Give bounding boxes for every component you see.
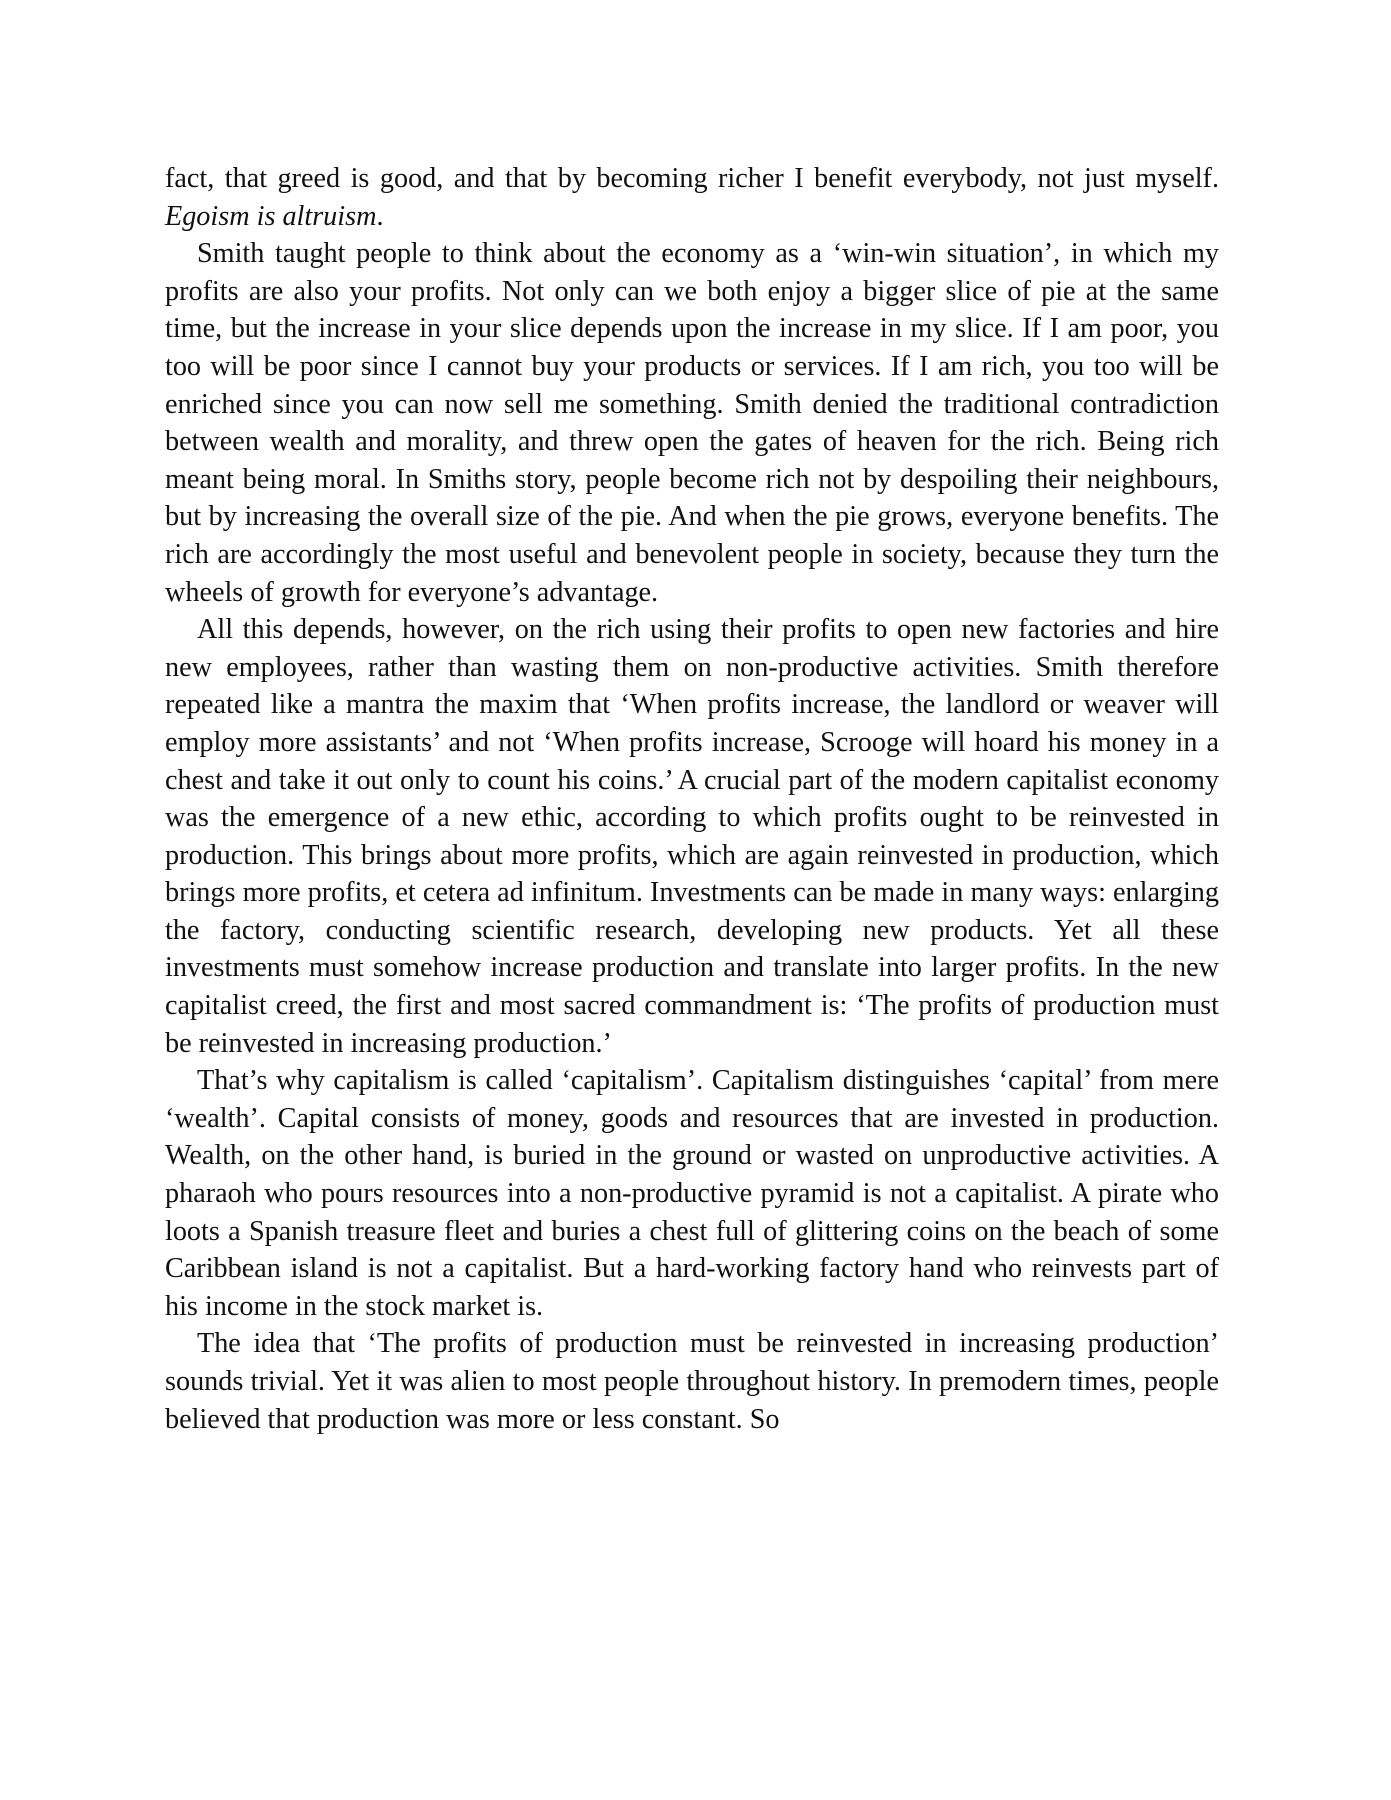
paragraph-1-tail: . (376, 200, 384, 232)
paragraph-1-emphasis: Egoism is altruism (165, 200, 377, 232)
page-body (165, 160, 1219, 1438)
paragraph-1 (165, 160, 1219, 235)
paragraph-5: The idea that ‘The profits of production must be reinvested in increasing production’ sounds trivial. Yet it was alien to most people throughout history. In premodern times, people believed that production was more or less constant. So (165, 1328, 1219, 1435)
paragraph-4: That’s why capitalism is called ‘capitalism’. Capitalism distinguishes ‘capital’ from mere ‘wealth’. Capital consists of money, goods and resources that are invested in production. Wealth, on the other hand, is buried in the ground or wasted on unproductive activities. A pharaoh who pours resources into a non-productive pyramid is not a capitalist. A pirate who loots a Spanish treasure fleet and buries a chest full of glittering coins on the beach of some Caribbean island is not a capitalist. But a hard-working factory hand who reinvests part of his income in the stock market is. (165, 1065, 1219, 1322)
paragraph-3: All this depends, however, on the rich using their profits to open new factories and hire new employees, rather than wasting them on non-productive activities. Smith therefore repeated like a mantra the maxim that ‘When profits increase, the landlord or weaver will employ more assistants’ and not ‘When profits increase, Scrooge will hoard his money in a chest and take it out only to count his coins.’ A crucial part of the modern capitalist economy was the emergence of a new ethic, according to which profits ought to be reinvested in production. This brings about more profits, which are again reinvested in production, which brings more profits, et cetera ad infinitum. Investments can be made in many ways: enlarging the factory, conducting scientific research, developing new products. Yet all these investments must somehow increase production and translate into larger profits. In the new capitalist creed, the first and most sacred commandment is: ‘The profits of production must be reinvested in increasing production.’ (165, 614, 1219, 1059)
paragraph-2: Smith taught people to think about the economy as a ‘win-win situation’, in which my profits are also your profits. Not only can we both enjoy a bigger slice of pie at the same time, but the increase in your slice depends upon the increase in my slice. If I am poor, you too will be poor since I cannot buy your products or services. If I am rich, you too will be enriched since you can now sell me something. Smith denied the traditional contradiction between wealth and morality, and threw open the gates of heaven for the rich. Being rich meant being moral. In Smiths story, people become rich not by despoiling their neighbours, but by increasing the overall size of the pie. And when the pie grows, everyone benefits. The rich are accordingly the most useful and benevolent people in society, because they turn the wheels of growth for everyone’s advantage. (165, 238, 1219, 608)
paragraph-1-text: fact, that greed is good, and that by becoming richer I benefit everybody, not just myself. (165, 163, 1219, 194)
